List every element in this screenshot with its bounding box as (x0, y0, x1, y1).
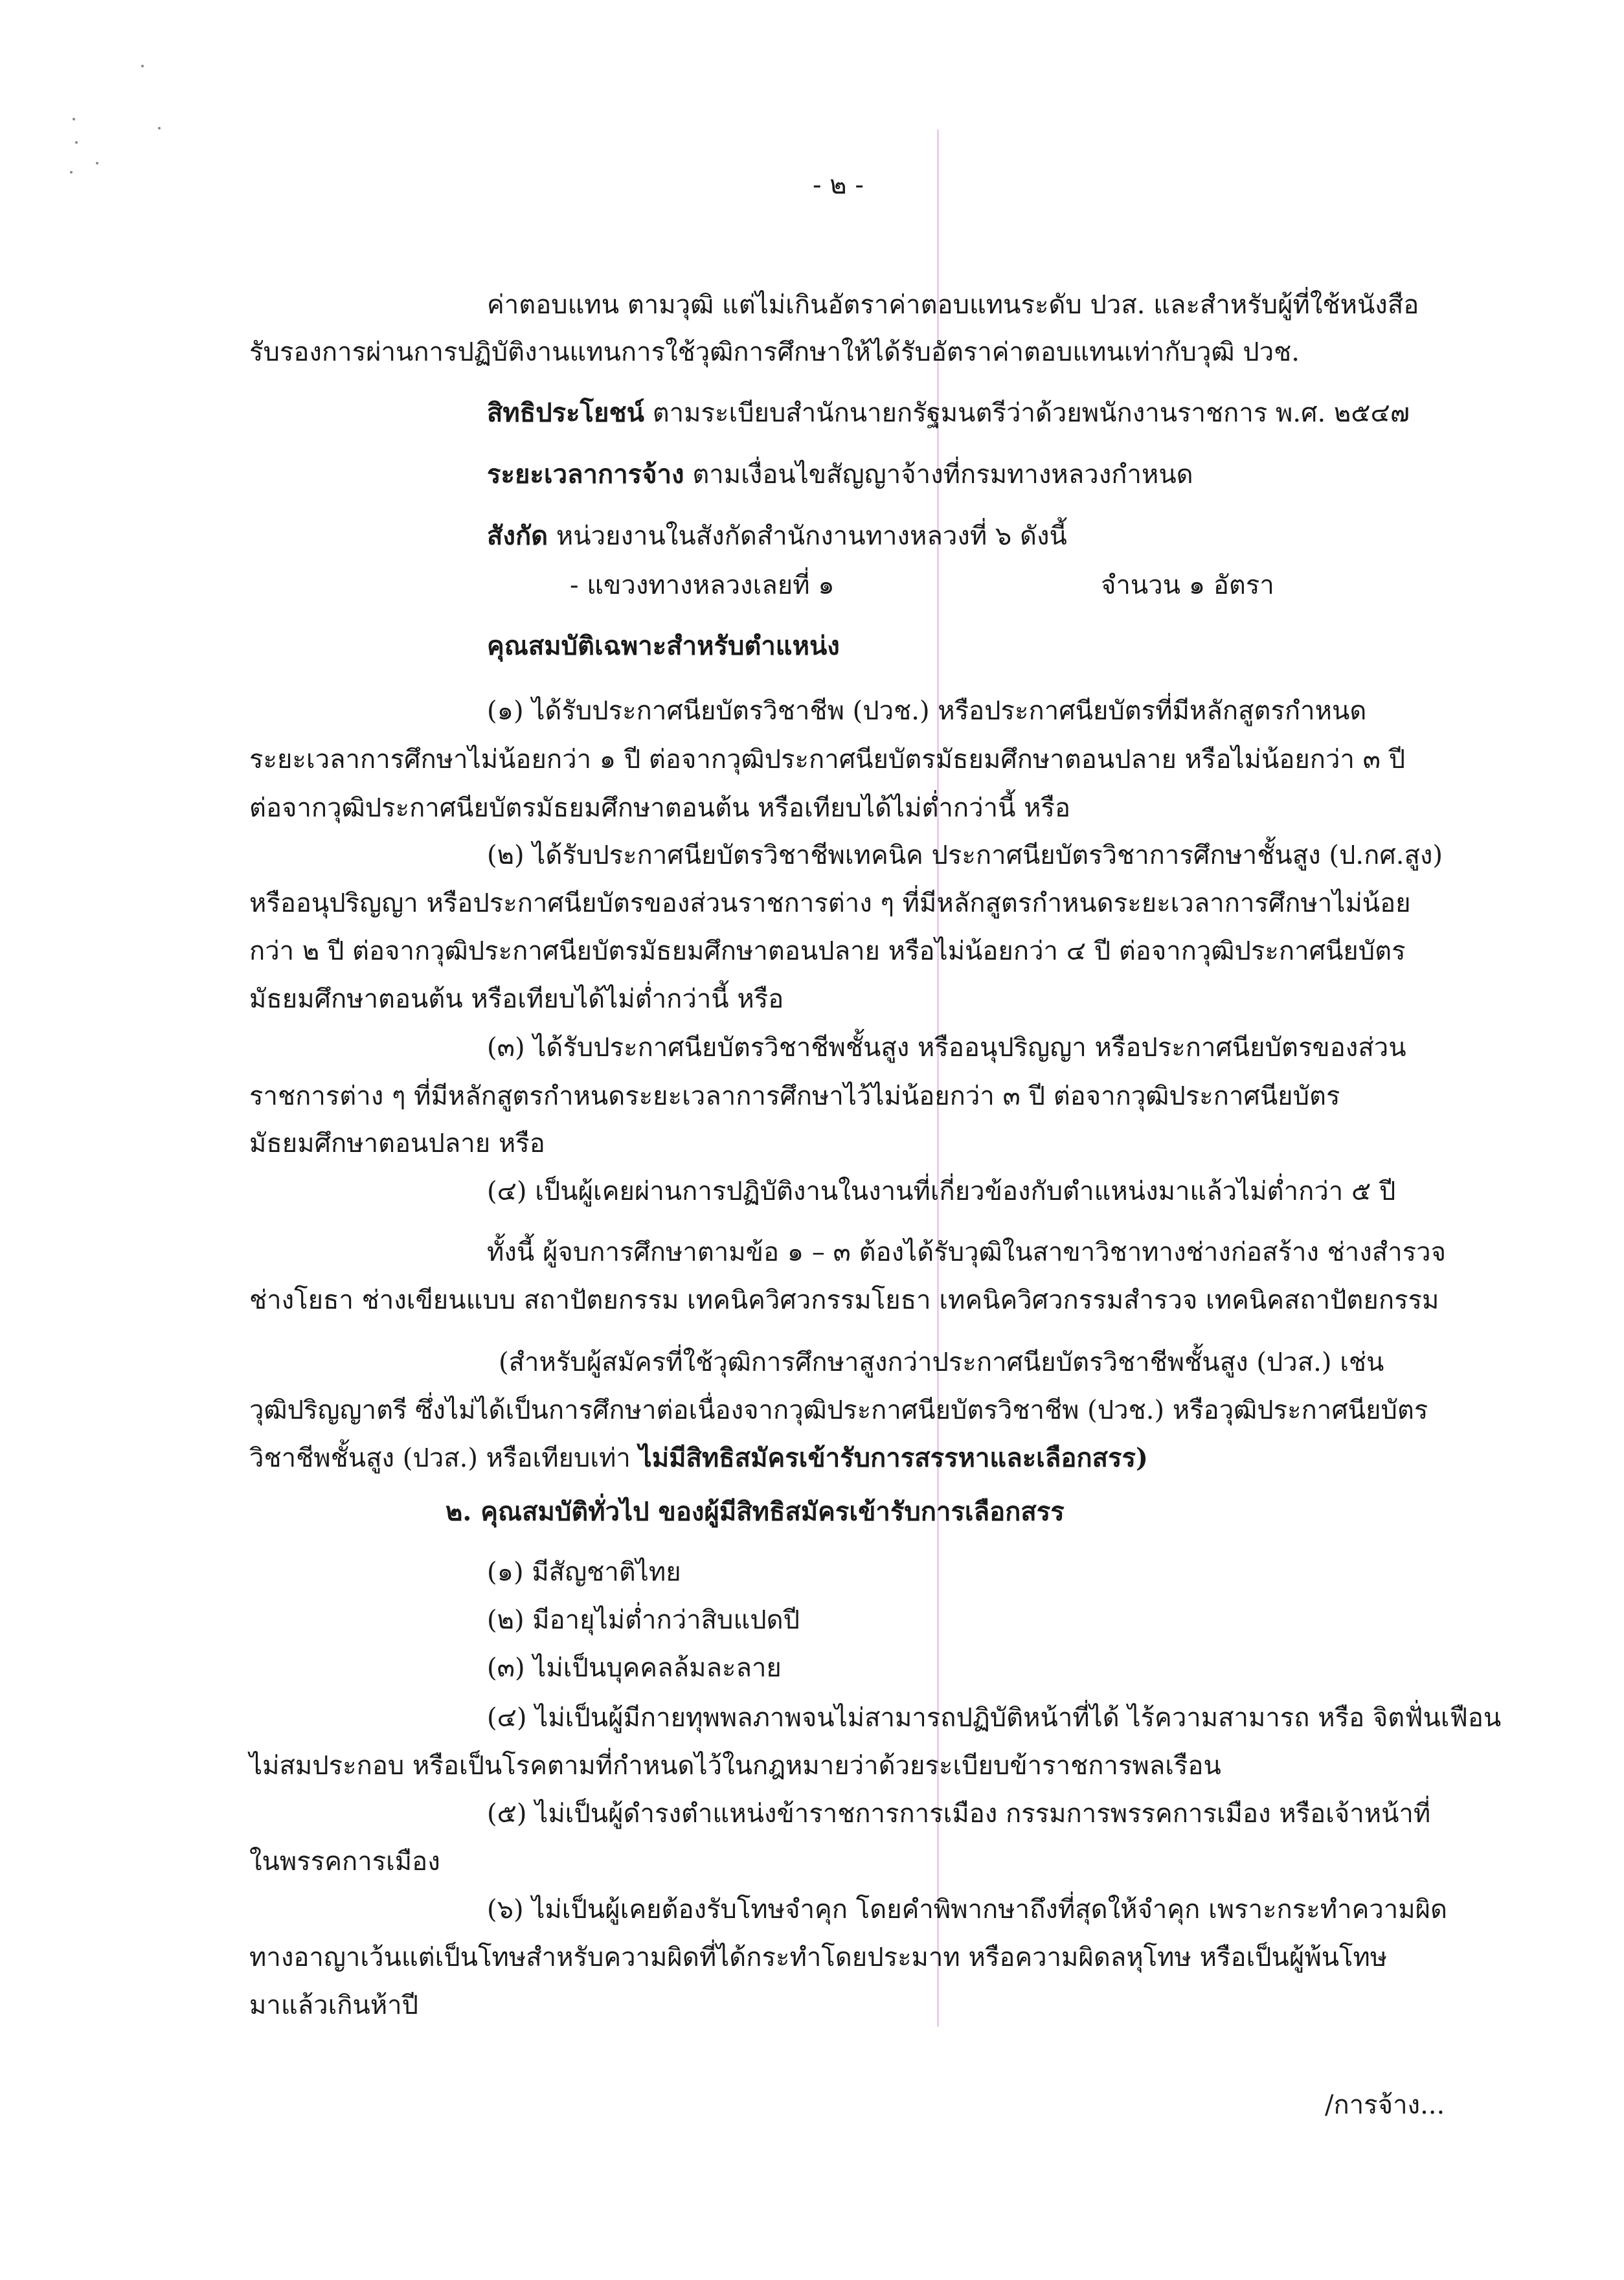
scan-speck (158, 127, 161, 130)
general-line: (๒) มีอายุไม่ต่ำกว่าสิบแปดปี (487, 1605, 800, 1635)
specific-line: มัธยมศึกษาตอนปลาย หรือ (249, 1129, 545, 1158)
remark-bold: ไม่มีสิทธิสมัครเข้ารับการสรรหาและเลือกสรร) (638, 1443, 1148, 1473)
specific-line: มัธยมศึกษาตอนต้น หรือเทียบได้ไม่ต่ำกว่านี้ หรือ (249, 984, 784, 1014)
note-line: ช่างโยธา ช่างเขียนแบบ สถาปัตยกรรม เทคนิควิศวกรรมโยธา เทคนิควิศวกรรมสำรวจ เทคนิคสถาปัตยกรรม (249, 1285, 1439, 1315)
period-label: ระยะเวลาการจ้าง (487, 459, 684, 490)
period-line (487, 457, 1193, 493)
specific-line: กว่า ๒ ปี ต่อจากวุฒิประกาศนียบัตรมัธยมศึกษาตอนปลาย หรือไม่น้อยกว่า ๔ ปี ต่อจากวุฒิประกาศนียบัตร (249, 936, 1406, 966)
affiliation-line (487, 518, 1067, 554)
affiliation-quota: จำนวน ๑ อัตรา (1101, 570, 1274, 600)
general-line: (๔) ไม่เป็นผู้มีกายทุพพลภาพจนไม่สามารถปฏิบัติหน้าที่ได้ ไร้ความสามารถ หรือ จิตฟั่นเฟือน (487, 1703, 1502, 1733)
benefits-text: ตามระเบียบสำนักนายกรัฐมนตรีว่าด้วยพนักงานราชการ พ.ศ. ๒๕๔๗ (652, 398, 1410, 428)
scan-speck (141, 65, 144, 67)
scan-speck (96, 162, 98, 164)
scan-speck (70, 171, 73, 174)
period-text: ตามเงื่อนไขสัญญาจ้างที่กรมทางหลวงกำหนด (692, 460, 1193, 490)
remark-plain: วิชาชีพชั้นสูง (ปวส.) หรือเทียบเท่า (249, 1443, 631, 1473)
continuation-marker: /การจ้าง... (1325, 2090, 1445, 2120)
general-line: (๓) ไม่เป็นบุคคลล้มละลาย (487, 1653, 782, 1683)
specific-line: ระยะเวลาการศึกษาไม่น้อยกว่า ๑ ปี ต่อจากวุฒิประกาศนียบัตรมัธยมศึกษาตอนปลาย หรือไม่น้อยกว่า ๓ ปี (249, 745, 1406, 774)
specific-line: (๓) ได้รับประกาศนียบัตรวิชาชีพชั้นสูง หรืออนุปริญญา หรือประกาศนียบัตรของส่วน (487, 1033, 1406, 1063)
general-heading: ๒. คุณสมบัติทั่วไป ของผู้มีสิทธิสมัครเข้ารับการเลือกสรร (445, 1496, 1065, 1527)
remark-line: วุฒิปริญญาตรี ซึ่งไม่ได้เป็นการศึกษาต่อเนื่องจากวุฒิประกาศนียบัตรวิชาชีพ (ปวช.) หรือวุฒิประกาศนียบัตร (249, 1395, 1428, 1425)
specific-line: ต่อจากวุฒิประกาศนียบัตรมัธยมศึกษาตอนต้น หรือเทียบได้ไม่ต่ำกว่านี้ หรือ (249, 793, 1071, 823)
benefits-line (487, 395, 1410, 431)
specific-line: หรืออนุปริญญา หรือประกาศนียบัตรของส่วนราชการต่าง ๆ ที่มีหลักสูตรกำหนดระยะเวลาการศึกษาไม่น้อย (249, 888, 1411, 918)
compensation-line-2: รับรองการผ่านการปฏิบัติงานแทนการใช้วุฒิการศึกษาให้ได้รับอัตราค่าตอบแทนเท่ากับวุฒิ ปวช. (249, 337, 1300, 367)
specific-line: ราชการต่าง ๆ ที่มีหลักสูตรกำหนดระยะเวลาการศึกษาไว้ไม่น้อยกว่า ๓ ปี ต่อจากวุฒิประกาศนียบัตร (249, 1081, 1340, 1111)
note-line: ทั้งนี้ ผู้จบการศึกษาตามข้อ ๑ – ๓ ต้องได้รับวุฒิในสาขาวิชาทางช่างก่อสร้าง ช่างสำรวจ (487, 1237, 1447, 1267)
specific-line: (๒) ได้รับประกาศนียบัตรวิชาชีพเทคนิค ประกาศนียบัตรวิชาการศึกษาชั้นสูง (ป.กศ.สูง) (487, 841, 1443, 870)
remark-line (249, 1440, 1148, 1476)
general-line: (๑) มีสัญชาติไทย (487, 1557, 681, 1587)
general-line: มาแล้วเกินห้าปี (249, 1991, 419, 2020)
specific-line: (๔) เป็นผู้เคยผ่านการปฏิบัติงานในงานที่เกี่ยวข้องกับตำแหน่งมาแล้วไม่ต่ำกว่า ๕ ปี (487, 1177, 1396, 1206)
affiliation-unit: - แขวงทางหลวงเลยที่ ๑ (570, 570, 835, 600)
compensation-line-1: ค่าตอบแทน ตามวุฒิ แต่ไม่เกินอัตราค่าตอบแทนระดับ ปวส. และสำหรับผู้ที่ใช้หนังสือ (487, 290, 1419, 320)
general-line: ทางอาญาเว้นแต่เป็นโทษสำหรับความผิดที่ได้กระทำโดยประมาท หรือความผิดลหุโทษ หรือเป็นผู้พ้นโทษ (249, 1943, 1388, 1972)
specific-line: (๑) ได้รับประกาศนียบัตรวิชาชีพ (ปวช.) หรือประกาศนียบัตรที่มีหลักสูตรกำหนด (487, 696, 1367, 726)
general-line: (๖) ไม่เป็นผู้เคยต้องรับโทษจำคุก โดยคำพิพากษาถึงที่สุดให้จำคุก เพราะกระทำความผิด (487, 1895, 1448, 1924)
general-line: ในพรรคการเมือง (249, 1847, 440, 1877)
scan-speck (73, 118, 75, 120)
benefits-label: สิทธิประโยชน์ (487, 398, 644, 428)
general-line: ไม่สมประกอบ หรือเป็นโรคตามที่กำหนดไว้ในกฎหมายว่าด้วยระเบียบข้าราชการพลเรือน (249, 1751, 1221, 1781)
scan-speck (75, 141, 78, 144)
general-line: (๕) ไม่เป็นผู้ดำรงตำแหน่งข้าราชการการเมือง กรรมการพรรคการเมือง หรือเจ้าหน้าที่ (487, 1799, 1431, 1829)
specific-heading: คุณสมบัติเฉพาะสำหรับตำแหน่ง (487, 631, 840, 661)
remark-line: (สำหรับผู้สมัครที่ใช้วุฒิการศึกษาสูงกว่าประกาศนียบัตรวิชาชีพชั้นสูง (ปวส.) เช่น (499, 1348, 1384, 1377)
affiliation-label: สังกัด (487, 521, 548, 551)
page-number: - ๒ - (813, 170, 864, 200)
affiliation-text: หน่วยงานในสังกัดสำนักงานทางหลวงที่ ๖ ดังนี้ (556, 521, 1067, 551)
